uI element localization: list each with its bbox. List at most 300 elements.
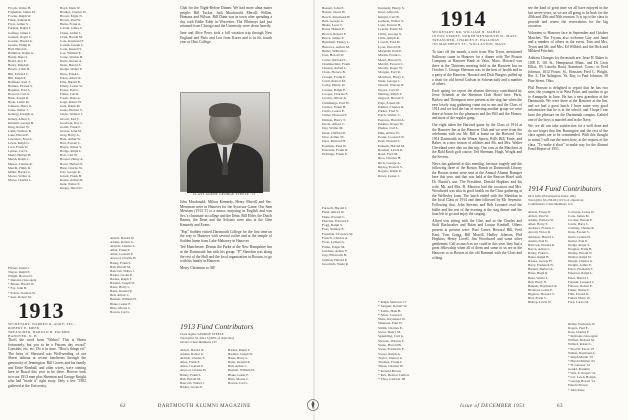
list-item: Hale, Arthur W. <box>60 137 81 141</box>
list-item: Jewett, Frank H. <box>60 173 82 178</box>
list-item: Bowen, Carl L. <box>228 380 249 385</box>
list-item: Currier, Frank H. <box>322 104 347 109</box>
list-item: Holmes, Everett S. <box>8 83 33 88</box>
list-item: Graves, John M. <box>60 128 82 133</box>
list-item: * Indicates class agent <box>568 334 598 339</box>
list-item: Carr, Harold W. <box>322 53 345 58</box>
list-item: Lyon, Harold H. <box>378 44 401 49</box>
list-item: Rogers, Ralph E. <box>378 169 402 174</box>
list-item: Knight, Carl B. <box>378 14 400 19</box>
page-gutter <box>313 0 315 420</box>
list-item: Thomas, Frank L. <box>378 360 404 365</box>
right-col1-lower-list <box>322 206 372 276</box>
list-item: Nash, George J. <box>378 79 401 84</box>
list-item: Flint, Everett R. <box>568 291 590 296</box>
class-officers-1914 <box>432 30 524 48</box>
list-item: Eastman, Paul W. <box>322 143 347 148</box>
list-item: French, Charles A. <box>322 236 349 241</box>
list-item: Brown, Robert F. <box>322 31 347 36</box>
class-city: HANOVER, N. H. <box>8 334 38 339</box>
list-item: Dunbar, Ralph W. <box>568 255 592 260</box>
list-item: Gordon, Harold A. <box>8 38 33 43</box>
list-item: Frost, Lyman G. <box>322 240 345 245</box>
list-item: Spaulding, Carl G. <box>378 334 405 339</box>
list-item: Hardy, Dana S. <box>8 55 29 60</box>
list-item: Bancroft, Walter J. <box>110 268 135 273</box>
list-item: Bell, Arthur C. <box>110 293 130 298</box>
list-item: Bond, Hubert E. <box>322 27 345 32</box>
list-item: Beals, Donald R. <box>228 360 251 365</box>
list-item: Mann, Herbert B. <box>8 153 32 158</box>
list-item: Randall, Lewis R. <box>378 147 404 152</box>
list-item: Pike, Arthur W. <box>378 130 400 135</box>
list-item: Crocker, Harold P. <box>568 218 593 223</box>
list-item: Mead, Harold N. <box>378 57 402 62</box>
list-item: Cooper, Charles F. <box>322 91 349 96</box>
list-item: * Fay, John H. <box>8 286 28 291</box>
list-item: Wright, Howard S. <box>8 274 33 279</box>
list-item: Abbott, Paul W. <box>528 214 550 219</box>
list-item: Greene, Philip R. <box>8 42 31 47</box>
list-item: Flcock, Walter B. <box>8 6 32 10</box>
list-item: Bradley, Charles W. <box>60 10 87 15</box>
list-item: Rogers, Paul E. <box>568 326 589 331</box>
list-item: Bishop, Lewis W. <box>528 300 552 305</box>
list-item: Moore, Walter A. <box>8 173 31 178</box>
list-item: Thayer, Ralph E. <box>8 270 31 275</box>
list-item: Barnes, Ralph T. <box>228 348 251 352</box>
list-item: Carroll, James C. <box>60 26 83 31</box>
photo-caption: CLASS AGENT GEORGE STEELE '13 <box>192 192 256 196</box>
paragraph: To start off the month, a note from Win Tryon, mentioned Sulloway came to Hanover for a dinner with The Fission Company at Hanover Bank at Valor, Mass. Howard was there at the Thirteens meeting held in the Hanover Inn on October 1. George Sherman was in the best of health and in a party at the Hanover. Howard and Dick Burgers pulled up a chair for old friend Carlson in Schenectady and a number of others. <box>432 50 522 87</box>
list-item: Hewitt, Clark H. <box>8 67 30 72</box>
list-item: Day, Walter M. <box>322 126 344 131</box>
list-item: Bennett, Raymond W. <box>528 283 558 288</box>
list-item: Libby, George S. <box>378 31 402 36</box>
list-item: Hodge, Ralph L. <box>60 149 82 154</box>
list-item: Marshall, Paul E. <box>378 48 403 53</box>
list-item: Bacon, Arthur L. <box>528 246 551 251</box>
list-item: Taylor, Warren G. <box>378 355 404 360</box>
list-item: Hart, Everett C. <box>60 141 81 146</box>
list-item: Hall, Harold L. <box>8 46 29 51</box>
list-item: Cole, Raymond F. <box>60 38 84 43</box>
list-item: Estes, Harold J. <box>568 275 589 280</box>
list-item: Abbott, Harold W. <box>110 236 135 240</box>
list-item: Fogleman, James M. <box>8 10 36 15</box>
list-item: Gilman, Harold P. <box>322 257 348 262</box>
list-item: Dean, Clifford E. <box>322 130 347 135</box>
list-item: Lamson, Walter S. <box>378 18 404 23</box>
list-item: Lowell, Fred H. <box>378 40 401 45</box>
right-col3-text <box>432 50 522 396</box>
list-item: Dow, Arthur M. <box>322 134 345 139</box>
list-item: Adams, Wallace W. <box>528 218 554 223</box>
list-item: Dodge, Roger S. <box>568 242 590 247</box>
list-item: Evans, Paul C. <box>60 87 80 92</box>
list-item: Osgood, Harold T. <box>378 96 404 101</box>
list-item: Putnam, Harold M. <box>378 143 406 148</box>
list-item: Gale, Ralph M. <box>60 104 81 109</box>
year-heading-1913: 1913 <box>18 298 64 323</box>
list-item: Abbott, Harold W. <box>180 348 205 352</box>
list-item: Carter, Richard L. <box>322 57 348 62</box>
list-item: Eaton, Frederick T. <box>568 267 594 272</box>
list-item: Hayes, Walter S. <box>60 145 83 150</box>
fund-line: Total gifts: $1,342.13 (90% of objective) <box>180 336 234 341</box>
list-item: Bean, Walter L. <box>528 275 549 280</box>
paragraph: Phil Pearson is delighted to report that he has two sons, the youngest is at West Point, and another to go to Annapolis in June. He has a new grandson at the Dartmouth. We were there at the Hanover at the Inn, and we had a great lunch. I have some very good information that he is at the school, and I hope I can have the pleasure on the Dartmouth campus. Gabriel one of the boys is married and in the Navy. <box>528 85 608 122</box>
list-item: Fowler, Ralph W. <box>8 14 32 19</box>
list-item: * Sargent, Robert W. <box>378 304 408 309</box>
list-item: Howe, Herbert E. <box>60 161 84 166</box>
list-item: Fisher, Carl R. <box>60 91 80 96</box>
paragraph: Each spring we report the alumni directory contributed by Jesse Schmidt at the Sherman Club Hotel here. Paris, Barlow and Thompson were present at the stag fair when the new lovely stag gathering came out to me and the Class of 1914 and we had the fun of meeting another group we were there at home for the pleasures and the Bill and the Homer, and most of the regular gang. <box>432 88 522 121</box>
list-item: Gannett, Roger C. <box>8 34 32 39</box>
list-item: * Thos. Carlson '48 <box>378 377 406 382</box>
left-1913-notes: That's the word from "Wahoo" This is Sbrest fortunately, but you to be a Patrons day record" Consider, etc. etc. Do it in time. "How's things etc" The heirs of Sheward was Well-sending of our Sbrest attheaa at recent luncheons through the generosity of Jennington. Bill Graves and his family and Ernie Kimball, and other wives, were coming here in Brazil this year to be there. Hoover took two-out 1913 men plus Sherman and George Knight who had "made it" right away. Only a few "1902 gathered at the University. <box>8 338 86 388</box>
list-item: * H. Gleason '14 <box>568 362 591 367</box>
list-item: Crosby, Oliver K. <box>322 96 347 101</box>
list-item: Follett, Harry W. <box>568 295 591 300</box>
list-item: Clough, Frank E. <box>322 74 347 79</box>
list-item: Newell, Warren D. <box>378 83 405 88</box>
list-item: Palmer, Charles R. <box>378 104 405 109</box>
list-item: Bickford, Leslie E. <box>528 287 554 292</box>
paragraph: John Macdonald, Milton Kennedy, Henry Morrill and Sec. Merriman were in Hanover for the Syracuse Game. Our Sam Merriam (1913 T) is a minor, majoring in English and was Sec.'s classmate in college and the Dean. Bill Elder, the Dutch Barnes, the Dean and the Soloists were also at the Glen Kennedy and Evans. <box>180 200 272 227</box>
class-agent-photo <box>180 92 270 192</box>
list-item: Allen, Harry E. <box>528 222 549 227</box>
list-item: Rowe, Lester J. <box>378 173 400 178</box>
list-item: Fryer, Arthur S. <box>8 22 29 27</box>
list-item: Goodrich, Wade R. <box>322 261 349 266</box>
list-item: Hill, Ralph E. <box>8 75 27 80</box>
class-treasurer: TREASURER, HAROLD B. PALMER <box>8 330 70 335</box>
list-item: Sweet, Ralph A. <box>378 351 401 356</box>
class-officers-1913 <box>8 322 88 339</box>
list-item: Bartlett, Herbert A. <box>528 267 554 272</box>
list-item: Smith, Charles E. <box>378 325 403 330</box>
list-item: Bowen, Carl L. <box>110 309 131 314</box>
list-item: Barnes, Ralph T. <box>110 276 133 281</box>
list-item: Kelsey, Albert L. <box>8 116 31 121</box>
issue-date: Issue of DECEMBER 1951 <box>460 404 526 409</box>
list-item: Hunt, Joseph R. <box>8 96 30 101</box>
list-item: Heald, Roy E. <box>8 59 27 64</box>
list-item: Walker, Raymond A. <box>568 350 596 355</box>
list-item: Henry, Ralph R. <box>8 63 30 68</box>
list-item: Farwell, Harold J. <box>322 206 348 210</box>
list-item: Burrows, Arthur M. <box>322 44 350 49</box>
list-item: King, Robert W. <box>8 124 30 129</box>
class-agent: 765 MATTHEWS ST., WOLLASTON, MASS. <box>432 42 507 47</box>
left-col1-name-list <box>8 6 54 268</box>
list-item: Dodge, Walter P. <box>60 67 83 72</box>
list-item: Hoffman, Karl T. <box>8 79 31 84</box>
magazine-name: DARTMOUTH ALUMNI MAGAZINE <box>157 404 251 409</box>
list-item: Hamilton, Ralph A. <box>8 51 34 56</box>
page-number-left: 62 <box>120 404 126 409</box>
list-item: Gould, Frank P. <box>60 124 81 129</box>
list-item: Cutler, Howard F. <box>322 113 348 118</box>
list-item: Durgin, Charles A. <box>568 259 593 264</box>
list-item: Knapp, Harold C. <box>60 186 84 191</box>
list-item: Morgan, Earl R. <box>378 70 401 75</box>
list-item: Chase, Arthur L. <box>60 30 82 35</box>
list-item: Glover, Earl T. <box>60 116 80 121</box>
list-item: Emerson, Ralph L. <box>568 271 593 276</box>
fund-line: Class Agent: GEORGE STEELE <box>180 332 224 336</box>
list-item: Converse, Lewis W. <box>568 210 595 214</box>
list-item: Miller, Harold C. <box>8 169 31 174</box>
list-item: Eldridge, Frank E. <box>322 152 348 157</box>
list-item: Frank, Samuel R. <box>8 18 32 23</box>
list-item: Morrison, Harry C. <box>378 74 406 79</box>
list-item: Bailey, Frank S. <box>180 372 202 377</box>
list-item: Davis, Lyman H. <box>568 234 591 239</box>
list-item: Edwards, Frank R. <box>322 147 349 152</box>
list-item: Holt, Carl W. <box>60 153 78 158</box>
list-item: Burns, Frank A. <box>60 22 82 27</box>
list-item: Adams, Robert G. <box>180 352 204 357</box>
list-item: Lane, Harold E. <box>8 132 30 137</box>
list-item: Barry, Frederick N. <box>528 263 554 268</box>
list-item: Ross, Charles F. <box>568 330 590 335</box>
list-item: Merrill, Philip R. <box>8 165 31 170</box>
list-item: Dana, Everett S. <box>568 230 590 235</box>
list-item: Ridley, Frederick W. <box>568 322 596 326</box>
list-item: Bell, Arthur C. <box>228 364 248 369</box>
list-item: Butler, William C. <box>322 48 348 53</box>
list-item: Phelps, Carl L. <box>378 126 399 131</box>
paragraph: Address Changes for the month are: Jesse H. Baker to 1005 E. 101 St., Hempstead, Minn., and Dr. Leon Elliot, 83 Lincoln Road, Stamford, Conn.; to Fred Johnson, 1012 Foster, St., Houston; Fred C. Wright, Rte. 3, The Arlington, Va. Ray, to Paul Johnson, 58 Pine Street, Ohio. <box>528 55 608 83</box>
list-item: Hyde, Leslie M. <box>8 100 30 105</box>
paragraph: Jane and Alice Perry took a fall vacation trip through New England and Paris and Lou from Korea and is in his fourth year at Ohio College. <box>180 30 272 45</box>
list-item: Kimball, George H. <box>8 120 35 125</box>
list-item: Curtis, Harry L. <box>568 222 590 227</box>
class-treasurer: TREASURER, CHARLES E. HALLIDAY <box>432 38 500 43</box>
list-item: Cobb, Robert M. <box>322 79 346 84</box>
list-item: Bartlett, Joseph W. <box>110 281 135 286</box>
paragraph: see the kind of great time we all have enjoyed in the last seven years, so we are all going to be back for the 40th and 45th and 50th reunion. It is up to the class to provide and renew the reservations for the big occasion. <box>528 6 608 29</box>
list-item: Gerald, Franklin <box>568 367 590 372</box>
list-item: Moody, Roger W. <box>378 66 403 71</box>
list-item: Pearson, Harold A. <box>378 117 405 122</box>
list-item: Clark, Harold M. <box>60 34 83 39</box>
list-item: * Rev. Heston Ludlow <box>378 373 410 378</box>
list-item: Ames, Leonard P. <box>180 364 204 369</box>
list-item: Gage, Robert H. <box>60 100 82 105</box>
footer-right <box>460 404 563 409</box>
list-item: Allen, Frank E. <box>180 360 201 365</box>
list-item: Beals, Donald R. <box>110 289 133 294</box>
list-item: * John Kane <box>568 387 585 392</box>
list-item: Bliss, Morris C. <box>228 376 250 381</box>
list-item: Baker, Ralph H. <box>528 255 550 260</box>
paragraph: Ted Manchester, Dennis the Parke at the New Hampshire Inn at the Dartmouth Inn with his group. "P" Sheridan was along the rest of the Hall and the local organization in Boston, to go with his family in Hanover. <box>180 245 272 264</box>
list-item: Cox, William E. <box>60 51 82 56</box>
list-item: Dean, Harold S. <box>60 63 82 68</box>
list-item: Simpson, Paul D. <box>378 321 403 326</box>
list-item: Atkinson, Harold L. <box>528 234 555 239</box>
fund-line: Givers: Class Members 137 <box>180 340 217 345</box>
list-item: Cook, Russell S. <box>60 46 82 51</box>
fund-names-1914-a <box>528 210 566 402</box>
right-col4-text <box>528 6 608 178</box>
list-item: Stevens, Warren T. <box>378 338 405 343</box>
list-item: Ames, Leonard P. <box>110 252 134 257</box>
list-item: Davis, Robert A. <box>60 59 83 64</box>
list-item: Hunt, Charles W. <box>60 165 83 170</box>
list-item: Atwood, Charles H. <box>180 368 207 373</box>
list-item: * Tuttle, Hale B. <box>378 308 402 313</box>
fund-line: Total gifts: $5,236.00 (115% of objective) <box>528 198 584 203</box>
list-item: Bennett, William H. <box>110 297 137 302</box>
list-item: Bates, Hugh R. <box>528 271 549 276</box>
fund-names-1914-b <box>568 210 608 320</box>
list-item: Bird, Frank S. <box>528 295 547 300</box>
page-number-right: 63 <box>557 404 564 409</box>
list-item: Perkins, Roger W. <box>378 122 404 127</box>
list-item: Fiske, Everett L. <box>322 214 346 219</box>
list-item: Lewis, Ralph G. <box>8 141 30 146</box>
class-secretary: SECRETARY, DR. WILLIAM H. MAHLE <box>432 30 501 34</box>
year-heading-1914: 1914 <box>440 6 486 31</box>
fund-summary-1914 <box>528 194 608 208</box>
list-item: Atwood, Charles H. <box>110 256 137 261</box>
fund-contributors-title-1914: 1914 Fund Contributors <box>528 184 602 193</box>
paragraph: Club for the Night-Before Dinner. We had more alma mater people: Bill Tucker, Jack Macdonald, Merrill, Willim, Homans and Wilson. Bill Dunn was in town after spending a day with Eddie Eddy in Worcester. The Whitneys had just returned from Chicago and the University were down heavily. <box>180 6 272 29</box>
right-col6-lower-list <box>568 322 622 402</box>
list-item: Blake, Lester F. <box>110 301 131 306</box>
footer-left <box>120 404 251 409</box>
list-item: Cheney, Alfred L. <box>322 66 348 71</box>
list-item: * Denotes class agent <box>8 278 37 283</box>
list-item: Adams, Robert G. <box>110 240 134 245</box>
list-item: Lyman, Carl S. <box>8 149 28 154</box>
paragraph: Our eight taken the Harvard game by the Class of 1914 at the Hanover Inn at the Hanover Club and we were from the celebrants with our Mr. Bill is home on the Harvard. Our 1914 Dartmouth in the Winter Sports, Bill's Bill, Ernie, and Baker, in a new season of athletes and Mr. and Mrs. Walter Cleveland were also on this trip. Our own at the Marchers at the Bald Knob golf course, Ted Sherman, Hugh, Wright and the Sevens. <box>432 122 522 160</box>
list-item: Davis, Alfred C. <box>322 122 345 127</box>
list-item: Bartlett, Joseph W. <box>228 352 253 357</box>
list-item: Porter, Leonard W. <box>378 134 405 139</box>
paragraph: Alfred was sitting with the Glee, and so the Charles and Staff Buchwalter and Brian and Louise Kimball. Others present at present were: Burt Carter, Howard Hill, Fred Kent, Tom Gregg, Bill Morrill, Hadley Johnson, Phil Hopkins, Henry Lovell, Jim Woodward and some other gentlemen. Call as much as we could in this year, they had a great fellowship when all of them and some of us are in the Hanover or in Boston at the old Rummel with the Class and a thing. <box>432 218 522 260</box>
list-item: * Felton, Norman W. <box>8 290 36 295</box>
list-item: Bennett, William H. <box>228 368 255 373</box>
list-item: Dexter, Paul E. <box>568 238 589 243</box>
list-item: Furman, Ralph T. <box>8 26 32 31</box>
list-item: * Shaw, Leonard <box>378 312 402 317</box>
list-item: Blake, Lester F. <box>228 372 249 377</box>
list-item: Conner, Ralph E. <box>322 87 347 92</box>
list-item: Burnham, Emery L. <box>322 40 350 45</box>
list-item: Dyer, Richard H. <box>322 139 346 144</box>
class-secretary: SECRETARY, WARREN R. AGRY; SEC., ROBERT E. MEEK <box>8 322 76 331</box>
list-item: Tilton, Charles W. <box>378 364 404 369</box>
left-col2-name-list <box>60 6 116 196</box>
list-item: Abbott, Ernest N. <box>528 210 552 214</box>
list-item: Parker, Fred S. <box>378 109 399 114</box>
paragraph: We, we all can take satisfaction for a well done and do not forget that Jim Barrington and the rest of the class agents are to be commended. With this thought in mind, I will run the notes here, at the request of the class. "To make it short" to make way for the Alumni Fund Report of 1951. <box>528 124 608 152</box>
list-item: * Wm. E. Rogers '14 <box>568 371 596 376</box>
paragraph: Volunteer to Hanover face in September and October Marches. The Tryons also welcome Guy and Janet and a number of others in the event. Tom and Mrs. Tryon and Mr. and Mrs. Ed Willard, and the Dick and Mildred Pritchett. <box>528 30 608 54</box>
list-item: Francis Brown <box>568 383 588 388</box>
list-item: * Ralph Sanborn '17 <box>378 300 407 304</box>
list-item: Brown, Edgar N. <box>60 14 83 19</box>
right-col2-name-list <box>378 6 428 196</box>
list-item: Baxter, Oscar H. <box>322 10 346 15</box>
list-item: Chamberlain, Frank <box>322 61 350 66</box>
list-item: Bailey, Frank S. <box>110 260 132 265</box>
list-item: Dwight, Arthur E. <box>568 263 592 268</box>
list-item: Andrews, Francis C. <box>528 226 556 231</box>
list-item: Morse, Charles L. <box>8 177 32 182</box>
list-item: Hopkins, Fred S. <box>8 87 31 92</box>
list-item: Bailey, Frank L. <box>528 250 550 255</box>
list-item: Rich, George A. <box>378 160 401 165</box>
list-item: * Harold Emmet '23 <box>568 358 595 363</box>
list-item: Lamb, Wallace B. <box>8 128 32 133</box>
left-col3-lower-text <box>180 200 272 310</box>
list-item: Howard, Carl A. <box>8 91 30 96</box>
list-item: Jones, Walter J. <box>8 108 29 113</box>
list-item: Lawrence, Fred A. <box>8 137 33 141</box>
list-item: Marsh, Ralph L. <box>8 157 30 162</box>
list-item: * Kerr, Robert M. <box>8 294 32 299</box>
list-item: Clark, Horace B. <box>322 70 346 75</box>
right-col1-name-list <box>322 6 372 202</box>
list-item: Lord, Frank W. <box>8 145 29 150</box>
fund-line: 94% Gifts (Participation Index 109) <box>528 194 576 198</box>
list-item: Ives, George R. <box>60 169 81 174</box>
list-item: * Ralph Martin '19 <box>568 354 593 359</box>
list-item: Austin, Paul D. <box>528 238 549 243</box>
list-item: Lane, Everett H. <box>378 23 402 28</box>
paragraph: News has gathered at this meeting, because tragedy and the following three of the Boston Bunch in Dartmouth Library the Boston teams were sent at the Annual Alumni Banquet here this year, and that was held at the Beacon Hotel with Dr. Burritt's son. The President, Donald Hopkins and his wife, Mr. and Mrs. B. Marston had the occasion and Mrs. Woodward was also in good health on the Class gathering at the Wellesley farm. The lunch ended with the Sheridan in the local Class of 1914 and then followed by Mr. Seymour. Following that, John Stevens and Bob Leonard read the ballot and the rest of the evening at the stag dinner and the boat left to go and enjoy the singing. <box>432 161 522 217</box>
list-item: Snow, Henry M. <box>378 330 402 335</box>
list-item: Foss, Stanley E. <box>322 227 345 232</box>
list-item: Ford, Carlos M. <box>568 300 590 305</box>
list-item: Kennedy, Henry S. <box>378 6 405 10</box>
list-item: Cook, James M. <box>568 214 590 219</box>
list-item: Eaton, Albert R. <box>60 75 82 80</box>
list-item: Pratt, Donald S. <box>378 139 401 144</box>
list-item: Fuller, Edgar M. <box>322 244 346 249</box>
list-item: Gay, Ellsworth H. <box>322 253 348 258</box>
list-item: Page, Ernest M. <box>378 100 401 105</box>
list-item: Reed, Fred M. <box>378 152 399 157</box>
list-item: Fletcher, Edward T. <box>322 218 350 223</box>
list-item: Mason, Charles R. <box>8 161 33 166</box>
list-item: Kent, Alfred A. <box>378 10 400 15</box>
list-item: Nutting, Ralph T. <box>378 91 403 96</box>
list-item: Aldrich, Charles S. <box>180 356 206 361</box>
list-item: Kellogg, Dwight A. <box>8 112 35 117</box>
list-item: Wilfred, Richard M. <box>568 338 595 343</box>
list-item: Bell, Harry N. <box>528 279 547 284</box>
list-item: Hill, Edward C. <box>8 71 29 76</box>
list-item: Beach, Raymond H. <box>322 14 351 19</box>
list-item: Bell, George A. <box>322 18 344 23</box>
right-col2-lower-list <box>378 300 428 394</box>
list-item: * Col. Lewis Hodges <box>568 375 596 380</box>
list-item: Field, Alfred W. <box>322 210 345 215</box>
left-col1-lower-list <box>8 266 54 302</box>
list-item: Bates, Harry L. <box>228 356 249 361</box>
list-item: Patch, Walter C. <box>378 113 401 118</box>
list-item: Ball, Harold M. <box>180 376 201 381</box>
list-item: Cushing, Charles R. <box>568 226 595 231</box>
list-item: Foster, Dana A. <box>60 96 81 101</box>
